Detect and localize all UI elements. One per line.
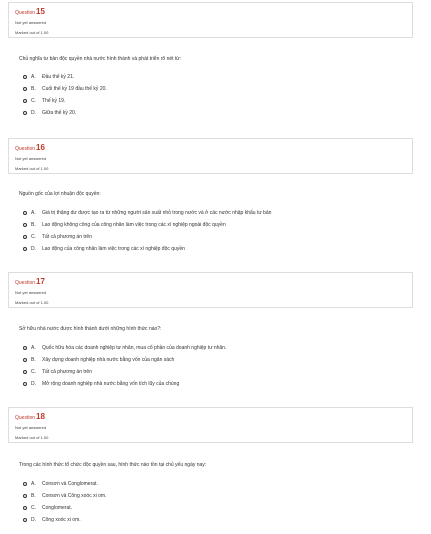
radio-button[interactable]: [23, 75, 27, 79]
option-letter: D.: [31, 517, 36, 523]
question-state: Not yet answered: [15, 425, 47, 430]
option-label: Tất cả phương án trên: [42, 369, 92, 375]
radio-button[interactable]: [23, 111, 27, 115]
question-grade: Marked out of 1.00: [15, 435, 49, 440]
option-letter: D.: [31, 110, 36, 116]
option-letter: A.: [31, 345, 36, 351]
option-label: Consơn và Công xoóc xi om.: [42, 493, 107, 499]
question-info-box: [8, 2, 413, 38]
answer-option-b[interactable]: [23, 356, 174, 364]
radio-button[interactable]: [23, 370, 27, 374]
answer-option-a[interactable]: [23, 480, 98, 488]
question-state: Not yet answered: [15, 290, 47, 295]
option-letter: A.: [31, 481, 36, 487]
question-text: Nguồn gốc của lợi nhuận độc quyền:: [19, 191, 101, 197]
answer-option-c[interactable]: [23, 368, 92, 376]
question-grade: Marked out of 1.00: [15, 30, 49, 35]
option-letter: D.: [31, 246, 36, 252]
radio-button[interactable]: [23, 211, 27, 215]
option-label: Quốc hữu hóa các doanh nghiệp tư nhân, mua cổ phần của doanh nghiệp tư nhân.: [42, 345, 227, 351]
option-label: Lao động không công của công nhân làm việc trong các xí nghiệp ngoài độc quyền: [42, 222, 226, 228]
option-letter: D.: [31, 381, 36, 387]
question-text: Trong các hình thức tổ chức độc quyền sau, hình thức nào tồn tại chủ yếu ngày nay:: [19, 462, 207, 468]
option-label: Giá trị thặng dư được tạo ra từ những người sản xuất nhỏ trong nước và ở các nước nhập khẩu tư bản: [42, 210, 272, 216]
answer-option-a[interactable]: [23, 209, 271, 217]
radio-button[interactable]: [23, 382, 27, 386]
option-label: Consơn và Conglomerat.: [42, 481, 98, 487]
radio-button[interactable]: [23, 87, 27, 91]
option-label: Công xoóc xi om.: [42, 517, 81, 523]
answer-option-b[interactable]: [23, 85, 107, 93]
question-state: Not yet answered: [15, 20, 47, 25]
question-text: Sở hữu nhà nước được hình thành dưới những hình thức nào?:: [19, 326, 162, 332]
radio-button[interactable]: [23, 99, 27, 103]
option-letter: A.: [31, 74, 36, 80]
option-letter: A.: [31, 210, 36, 216]
radio-button[interactable]: [23, 346, 27, 350]
answer-option-c[interactable]: [23, 504, 72, 512]
radio-button[interactable]: [23, 235, 27, 239]
answer-option-a[interactable]: [23, 73, 74, 81]
question-info-box: [8, 272, 413, 308]
radio-button[interactable]: [23, 223, 27, 227]
option-letter: B.: [31, 222, 36, 228]
answer-option-a[interactable]: [23, 344, 226, 352]
radio-button[interactable]: [23, 358, 27, 362]
question-number: Question18: [15, 412, 45, 421]
question-number: Question16: [15, 143, 45, 152]
option-letter: C.: [31, 505, 36, 511]
option-letter: B.: [31, 357, 36, 363]
question-grade: Marked out of 1.00: [15, 166, 49, 171]
option-label: Tất cả phương án trên: [42, 234, 92, 240]
option-letter: C.: [31, 369, 36, 375]
option-label: Giữa thế kỷ 20.: [42, 110, 77, 116]
option-label: Xây dựng doanh nghiệp nhà nước bằng vốn của ngân sách: [42, 357, 175, 363]
answer-option-d[interactable]: [23, 380, 179, 388]
question-number: Question15: [15, 7, 45, 16]
answer-option-b[interactable]: [23, 221, 226, 229]
radio-button[interactable]: [23, 494, 27, 498]
option-letter: C.: [31, 234, 36, 240]
answer-option-b[interactable]: [23, 492, 106, 500]
question-state: Not yet answered: [15, 156, 47, 161]
option-label: Conglomerat.: [42, 505, 73, 511]
question-number: Question17: [15, 277, 45, 286]
question-info-box: [8, 407, 413, 443]
question-info-box: [8, 138, 413, 174]
option-label: Cuối thế kỷ 19 đầu thế kỷ 20.: [42, 86, 107, 92]
option-letter: B.: [31, 86, 36, 92]
answer-option-d[interactable]: [23, 245, 185, 253]
option-label: Lao động của công nhân làm việc trong các xí nghiệp độc quyền: [42, 246, 185, 252]
radio-button[interactable]: [23, 482, 27, 486]
radio-button[interactable]: [23, 247, 27, 251]
answer-option-c[interactable]: [23, 97, 65, 105]
option-letter: B.: [31, 493, 36, 499]
answer-option-d[interactable]: [23, 109, 76, 117]
question-grade: Marked out of 1.00: [15, 300, 49, 305]
answer-option-d[interactable]: [23, 516, 81, 524]
option-letter: C.: [31, 98, 36, 104]
option-label: Mở rộng doanh nghiệp nhà nước bằng vốn tích lũy của chúng: [42, 381, 180, 387]
option-label: Đầu thế kỷ 21.: [42, 74, 75, 80]
answer-option-c[interactable]: [23, 233, 92, 241]
question-text: Chủ nghĩa tư bản độc quyền nhà nước hình thành và phát triển rõ nét từ:: [19, 56, 182, 62]
option-label: Thế kỷ 19.: [42, 98, 66, 104]
radio-button[interactable]: [23, 506, 27, 510]
radio-button[interactable]: [23, 518, 27, 522]
